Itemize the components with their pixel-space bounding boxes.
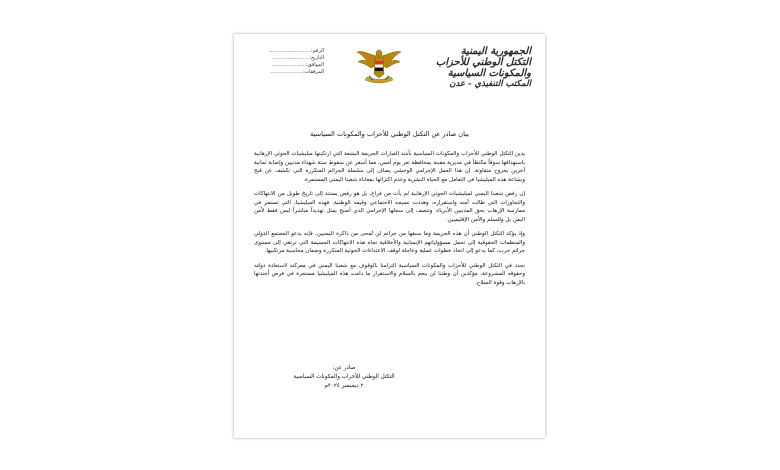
ref-number: الرقم:.......................... (269, 48, 324, 54)
statement-title: بيان صادر عن التكتل الوطني للأحزاب والمكونات السياسية (310, 130, 469, 138)
paragraph: وإذ يؤكد التكتل الوطني أن هذه الجريمة وما سبقها من جرائم لن تُمحى من ذاكرة اليمنيين، فإنه يدعو المجتمع الدولي والمنظمات الحقوقية إلى تحمل مسؤولياتهم الإنسانية والأخلاقية تجاه هذه الانتهاكات الجسيمة التي ترتقي إلى مستوى جرائم حرب، كما يدعو إلى اتخاذ خطوات عملية وعاجلة لوقف الاعتداءات الحوثية المتكررة وضمان محاسبة مرتكبيها. (254, 231, 525, 254)
paragraph: يدين التكتل الوطني للأحزاب والمكونات السياسية بأشد العبارات الجريمة البشعة التي ارتكبتها ميليشيات الحوثي الإرهابية باستهدافها سوقاً مكتظاً في مديرية مقبنة بمحافظة تعز يوم أمس، مما أسفر عن سقوط ستة شهداء مدنيين وإصابة ثمانية آخرين بجروح متفاوتة. إن هذا العمل الإجرامي الوحشي يضاف إلى سلسلة الجرائم المتكررة التي تكشف عن قبح وبشاعة هذه الميليشيا في التعامل مع الحياة البشرية وعدم اكتراثها بمعاناة شعبنا اليمني المستمرة. (254, 151, 525, 183)
letterhead (421, 46, 531, 89)
document-page (234, 34, 545, 438)
yemen-eagle-emblem (355, 44, 403, 88)
signature-organization: التكتل الوطني للأحزاب والمكونات السياسية (293, 374, 395, 380)
signature-block (274, 364, 414, 391)
ref-date: التاريخ:....................... (272, 55, 324, 61)
organization-name-line2: والمكونات السياسية (447, 68, 531, 79)
organization-name-line1: التكتل الوطني للأحزاب (435, 57, 531, 68)
office-name: المكتب التنفيذي - عدن (449, 79, 531, 89)
republic-name: الجمهورية اليمنية (460, 46, 531, 57)
signature-date: ٢ ديسمبر ٢٠٢٤م (324, 383, 364, 389)
paragraph: نجدد في التكتل الوطني للأحزاب والمكونات السياسية التزامنا بالوقوف مع شعبنا اليمني في معركته لاستعادة دولته وحقوقه المشروعة، مؤكدين أن وطننا لن ينعم بالسلام والاستقرار ما دامت هذه الميليشيا مستمرة في فرض أجندتها بالإرهاب وقوة السلاح. (254, 262, 525, 286)
paragraph: إن رفض شعبنا اليمني لميليشيات الحوثي الإرهابية لم يأت من فراغ، بل هو رفض يستند إلى تاريخ طويل من الانتهاكات والتجاوزات التي طالت أمنه واستقراره، وهددت نسيجه الاجتماعي وقيمه الوطنية. فهذه الميليشيا، التي تستمر في ممارسة الإرهاب بحق المدنيين الأبرياء، وتتصف إلى سجلها الإجرامي الذي أصبح يمثل تهديداً مباشراً ليس فقط لأمن اليمن بل وللسلم والأمن الإقليميين. (254, 191, 525, 223)
reference-fields (244, 48, 324, 76)
ref-corresponding-date: الموافق:..................... (272, 62, 324, 68)
issued-by-label: صادر عن: (332, 365, 356, 371)
statement-body (254, 150, 525, 293)
ref-attachments: المرفقات:.................... (270, 69, 324, 75)
